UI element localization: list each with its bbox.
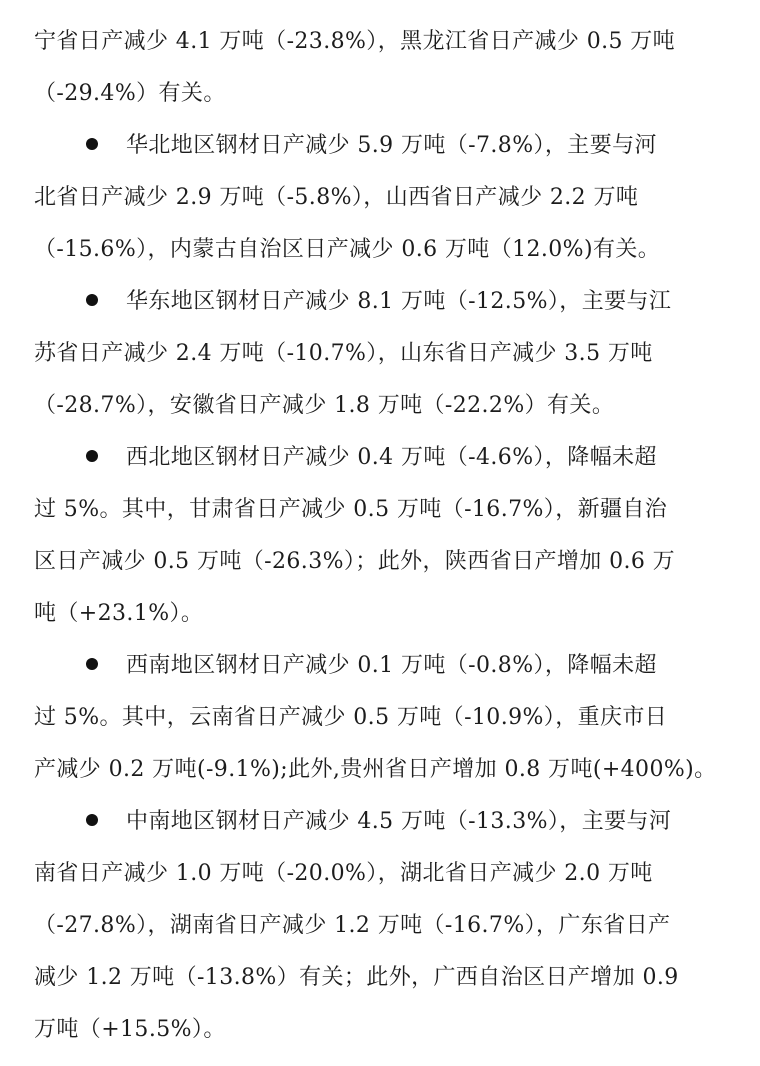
text-line bbox=[34, 276, 734, 328]
bullet-paragraph-east-china bbox=[34, 276, 734, 432]
text-line: 区日产减少 0.5 万吨（-26.3%）；此外，陕西省日产增加 0.6 万 bbox=[34, 549, 676, 574]
text-line: 万吨（+15.5%）。 bbox=[34, 1017, 226, 1042]
text-line: 减少 1.2 万吨（-13.8%）有关；此外，广西自治区日产增加 0.9 bbox=[34, 965, 679, 990]
bullet-paragraph-north-china bbox=[34, 120, 734, 276]
bullet-paragraph-central-south bbox=[34, 796, 734, 1056]
text-line bbox=[34, 432, 734, 484]
text-line: 过 5%。其中，甘肃省日产减少 0.5 万吨（-16.7%），新疆自治 bbox=[34, 497, 668, 522]
bullet-text: 华北地区钢材日产减少 5.9 万吨（-7.8%），主要与河 bbox=[126, 133, 657, 158]
text-line: 宁省日产减少 4.1 万吨（-23.8%），黑龙江省日产减少 0.5 万吨 bbox=[34, 29, 676, 54]
bullet-dot-icon bbox=[86, 814, 98, 826]
bullet-text: 中南地区钢材日产减少 4.5 万吨（-13.3%），主要与河 bbox=[126, 809, 672, 834]
text-line bbox=[34, 120, 734, 172]
document-body bbox=[34, 16, 734, 1056]
bullet-text: 西南地区钢材日产减少 0.1 万吨（-0.8%），降幅未超 bbox=[126, 653, 657, 678]
bullet-dot-icon bbox=[86, 658, 98, 670]
text-line bbox=[34, 640, 734, 692]
text-line: 苏省日产减少 2.4 万吨（-10.7%），山东省日产减少 3.5 万吨 bbox=[34, 341, 653, 366]
text-line: （-28.7%），安徽省日产减少 1.8 万吨（-22.2%）有关。 bbox=[34, 393, 615, 418]
bullet-paragraph-southwest bbox=[34, 640, 734, 796]
bullet-dot-icon bbox=[86, 450, 98, 462]
text-line: 过 5%。其中，云南省日产减少 0.5 万吨（-10.9%），重庆市日 bbox=[34, 705, 668, 730]
text-line: （-15.6%），内蒙古自治区日产减少 0.6 万吨（12.0%)有关。 bbox=[34, 237, 661, 262]
bullet-paragraph-northwest bbox=[34, 432, 734, 640]
bullet-text: 华东地区钢材日产减少 8.1 万吨（-12.5%），主要与江 bbox=[126, 289, 672, 314]
bullet-text: 西北地区钢材日产减少 0.4 万吨（-4.6%），降幅未超 bbox=[126, 445, 657, 470]
text-line: 吨（+23.1%）。 bbox=[34, 601, 204, 626]
bullet-dot-icon bbox=[86, 138, 98, 150]
bullet-dot-icon bbox=[86, 294, 98, 306]
text-line: 产减少 0.2 万吨(-9.1%);此外,贵州省日产增加 0.8 万吨(+400%)。 bbox=[34, 757, 717, 782]
text-line: （-29.4%）有关。 bbox=[34, 81, 226, 106]
text-line: （-27.8%），湖南省日产减少 1.2 万吨（-16.7%），广东省日产 bbox=[34, 913, 671, 938]
intro-paragraph bbox=[34, 16, 734, 120]
text-line: 北省日产减少 2.9 万吨（-5.8%），山西省日产减少 2.2 万吨 bbox=[34, 185, 639, 210]
text-line: 南省日产减少 1.0 万吨（-20.0%），湖北省日产减少 2.0 万吨 bbox=[34, 861, 653, 886]
text-line bbox=[34, 796, 734, 848]
